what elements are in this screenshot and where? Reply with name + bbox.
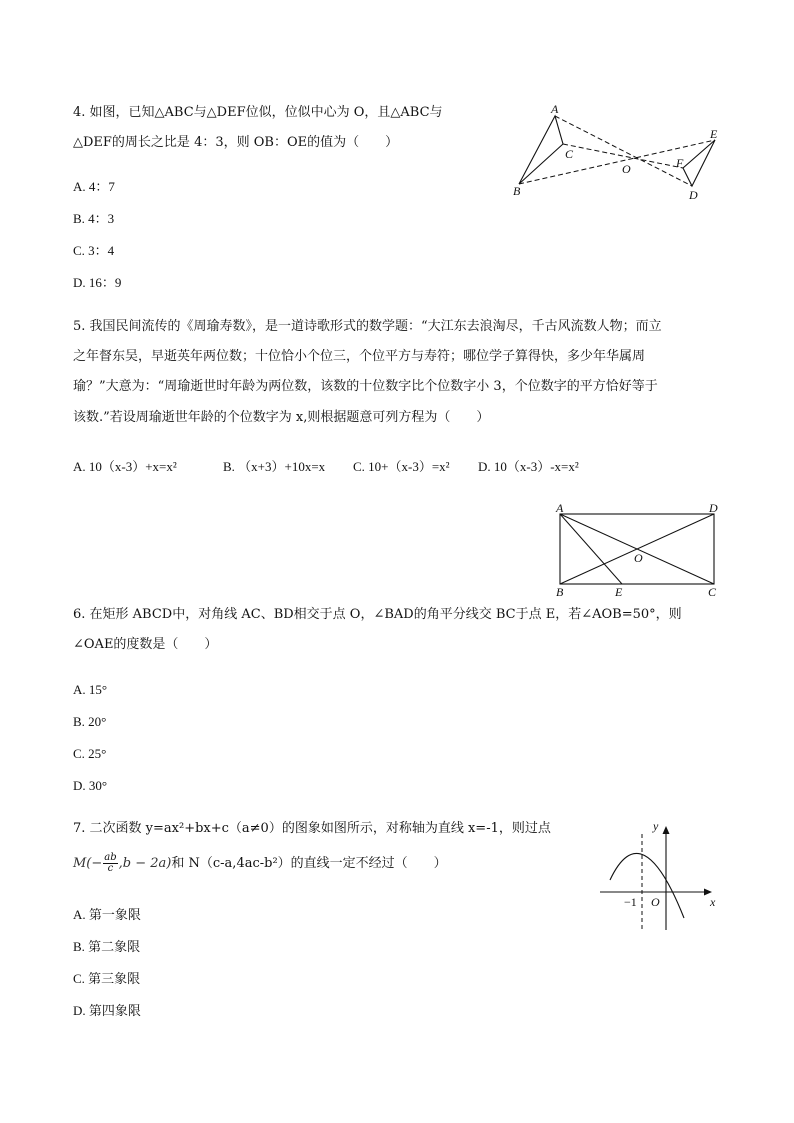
q6-figure-rectangle: [554, 500, 726, 598]
bisector-ae: [560, 514, 622, 584]
label-a: A: [556, 501, 564, 515]
label-f: F: [676, 156, 684, 170]
q5-option-b: B. （x+3）+10x=x: [223, 459, 326, 474]
q7-option-b: B. 第二象限: [73, 939, 141, 954]
fraction-ab-over-c: [103, 853, 117, 874]
q5-option-c: C. 10+（x-3）=x²: [353, 459, 450, 474]
label-origin: O: [651, 895, 660, 909]
q5-stem-line4: 该数.”若设周瑜逝世年龄的个位数字为 x,则根据题意可列方程为（ ）: [73, 410, 490, 425]
label-e: E: [615, 585, 623, 599]
q4-figure-similar-triangles: [505, 100, 735, 208]
q4-stem-line1: 4. 如图，已知△ABC与△DEF位似，位似中心为 O，且△ABC与: [73, 105, 443, 120]
q4-stem-line2: △DEF的周长之比是 4：3，则 OB：OE的值为（ ）: [73, 135, 399, 150]
q6-option-c: C. 25°: [73, 746, 107, 761]
fraction-denominator: c: [107, 863, 114, 874]
label-x: x: [710, 895, 716, 909]
q5-option-d: D. 10（x-3）-x=x²: [478, 459, 579, 474]
triangle-abc: [519, 116, 563, 184]
q7-stem-line2: [73, 852, 447, 876]
triangle-def: [683, 140, 715, 186]
q6-option-b: B. 20°: [73, 714, 107, 729]
label-o: O: [634, 551, 643, 565]
q4-option-a: A. 4：7: [73, 179, 115, 194]
q5-stem-line3: 瑜？”大意为：“周瑜逝世时年龄为两位数，该数的十位数字比个位数字小 3，个位数字的平方恰好等于: [73, 379, 658, 394]
label-neg1: −1: [624, 895, 637, 909]
y-axis-arrow-icon: [663, 826, 670, 834]
q5-option-a: A. 10（x-3）+x=x²: [73, 459, 177, 474]
q7-stem-line1: 7. 二次函数 y=ax²+bx+c（a≠0）的图象如图所示，对称轴为直线 x=-1，则过点: [73, 821, 551, 836]
q7-option-a: A. 第一象限: [73, 907, 141, 922]
q7-option-d: D. 第四象限: [73, 1003, 141, 1018]
parabola-curve: [610, 853, 684, 918]
dashed-line-b-e: [519, 140, 715, 184]
label-e: E: [710, 127, 718, 141]
q7-stem-line2-rest: 和 N（c-a,4ac-b²）的直线一定不经过（ ）: [171, 856, 447, 871]
q4-option-d: D. 16：9: [73, 275, 122, 290]
q6-stem-line1: 6. 在矩形 ABCD中，对角线 AC、BD相交于点 O，∠BAD的角平分线交 BC于点 E，若∠AOB=50°，则: [73, 607, 682, 622]
q5-stem-line2: 之年督东吴，早逝英年两位数；十位恰小个位三，个位平方与寿符；哪位学子算得快，多少年华属周: [73, 349, 646, 364]
q6-stem-line2: ∠OAE的度数是（ ）: [73, 637, 218, 652]
label-c: C: [565, 147, 574, 161]
point-m-prefix: M(−: [73, 856, 103, 871]
q7-figure-parabola: [596, 816, 726, 934]
q6-option-a: A. 15°: [73, 682, 108, 697]
q6-option-d: D. 30°: [73, 778, 108, 793]
label-d: D: [689, 188, 698, 202]
label-d: D: [709, 501, 718, 515]
label-y: y: [653, 819, 659, 833]
label-o: O: [622, 162, 631, 176]
q4-option-b: B. 4：3: [73, 211, 115, 226]
label-b: B: [556, 585, 564, 599]
point-m-suffix: ,b − 2a): [118, 856, 172, 871]
q5-stem-line1: 5. 我国民间流传的《周瑜寿数》，是一道诗歌形式的数学题：“大江东去浪淘尽，千古风流数人物；而立: [73, 319, 662, 334]
q7-option-c: C. 第三象限: [73, 971, 141, 986]
q5-options-row: [73, 456, 633, 476]
label-c: C: [708, 585, 717, 599]
label-a: A: [551, 102, 559, 116]
fraction-numerator: ab: [104, 852, 117, 863]
q4-option-c: C. 3：4: [73, 243, 115, 258]
label-b: B: [513, 184, 521, 198]
